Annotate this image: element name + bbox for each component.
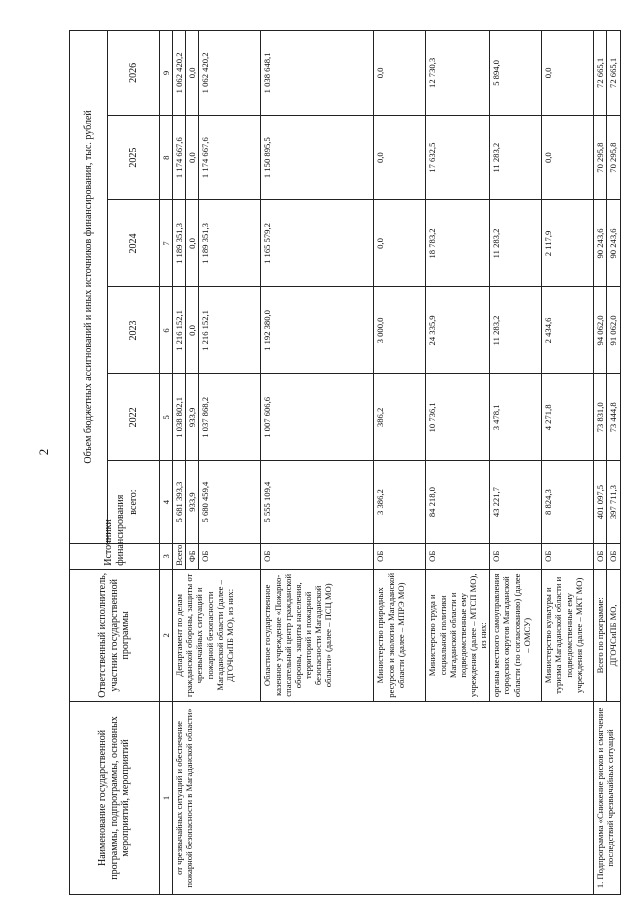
value-cell: 3 386,2 [374, 461, 426, 543]
value-cell: 1 174 667,6 [173, 115, 186, 200]
value-cell: 0,0 [374, 115, 426, 200]
value-cell: 1 062 420,2 [199, 31, 261, 116]
value-cell: 1 038 802,1 [173, 374, 186, 461]
header-year-2026: 2026 [108, 31, 160, 116]
column-number: 1 [160, 701, 173, 894]
source-cell: ОБ [374, 543, 426, 569]
header-year-2022: 2022 [108, 374, 160, 461]
header-program-name: Наименование государственной программы, подпрограммы, основных мероприятий, мероприятий [70, 701, 160, 894]
header-year-2025: 2025 [108, 115, 160, 200]
value-cell: 5 555 109,4 [261, 461, 374, 543]
value-cell: 91 062,0 [607, 287, 620, 374]
value-cell: 386,2 [374, 374, 426, 461]
value-cell: 5 680 459,4 [199, 461, 261, 543]
table-row [594, 31, 607, 895]
executor-cell: ДГОЧСиПБ МО, [607, 569, 620, 701]
value-cell: 0,0 [374, 200, 426, 287]
column-number: 5 [160, 374, 173, 461]
value-cell: 2 117,9 [542, 200, 594, 287]
source-cell: ОБ [426, 543, 490, 569]
executor-cell: Областное государственное казенное учреждение «Пожарно-спасательный центр гражданской обороны, защиты населения, территорий и пожарной безопасности Магаданской области» (далее – ПСЦ МО) [261, 569, 374, 701]
value-cell: 1 007 606,6 [261, 374, 374, 461]
source-cell: ФБ [186, 543, 199, 569]
value-cell: 0,0 [186, 115, 199, 200]
header-total: всего: [108, 461, 160, 543]
value-cell: 1 062 420,2 [173, 31, 186, 116]
value-cell: 1 189 351,3 [199, 200, 261, 287]
column-number: 9 [160, 31, 173, 116]
value-cell: 5 894,0 [490, 31, 542, 116]
header-funding-volume: Объем бюджетных ассигнований и иных источников финансирования, тыс. рублей [70, 31, 108, 544]
value-cell: 10 736,1 [426, 374, 490, 461]
value-cell: 12 730,3 [426, 31, 490, 116]
value-cell: 8 824,3 [542, 461, 594, 543]
table-row [173, 31, 186, 895]
value-cell: 84 218,0 [426, 461, 490, 543]
value-cell: 24 335,9 [426, 287, 490, 374]
value-cell: 73 444,8 [607, 374, 620, 461]
value-cell: 17 632,5 [426, 115, 490, 200]
value-cell: 1 189 351,3 [173, 200, 186, 287]
budget-table [69, 30, 621, 895]
source-cell: ОБ [542, 543, 594, 569]
subprogram-name-cell: 1. Подпрограмма «Снижение рисков и смягчение последствий чрезвычайных ситуаций [594, 701, 620, 894]
header-year-2023: 2023 [108, 287, 160, 374]
column-number: 4 [160, 461, 173, 543]
executor-cell: Министерство культуры и туризма Магаданской области и подведомственные ему учреждения (далее – МКТ МО) [542, 569, 594, 701]
value-cell: 1 150 895,5 [261, 115, 374, 200]
value-cell: 0,0 [542, 115, 594, 200]
value-cell: 90 243,6 [594, 200, 607, 287]
value-cell: 0,0 [542, 31, 594, 116]
source-cell: ОБ [490, 543, 542, 569]
value-cell: 90 243,6 [607, 200, 620, 287]
value-cell: 933,9 [186, 374, 199, 461]
source-cell: ОБ [199, 543, 261, 569]
value-cell: 2 434,6 [542, 287, 594, 374]
column-number: 3 [160, 543, 173, 569]
value-cell: 5 681 393,3 [173, 461, 186, 543]
value-cell: 401 097,5 [594, 461, 607, 543]
program-name-cell: от чрезвычайных ситуаций и обеспечение пожарной безопасности в Магаданской области» [173, 701, 594, 894]
value-cell: 0,0 [186, 200, 199, 287]
source-cell: Всего: [173, 543, 186, 569]
source-cell: ОБ [607, 543, 620, 569]
value-cell: 4 271,8 [542, 374, 594, 461]
value-cell: 0,0 [374, 31, 426, 116]
column-number: 7 [160, 200, 173, 287]
source-cell: ОБ [594, 543, 607, 569]
header-executor: Ответственный исполнитель, участник государственной программы [70, 569, 160, 701]
value-cell: 73 831,0 [594, 374, 607, 461]
value-cell: 1 165 579,2 [261, 200, 374, 287]
value-cell: 0,0 [186, 31, 199, 116]
source-cell: ОБ [261, 543, 374, 569]
page-number: 2 [36, 448, 51, 456]
value-cell: 43 221,7 [490, 461, 542, 543]
rotated-table-sheet [69, 30, 619, 895]
value-cell: 3 478,1 [490, 374, 542, 461]
header-year-2024: 2024 [108, 200, 160, 287]
value-cell: 1 216 152,1 [199, 287, 261, 374]
column-number: 2 [160, 569, 173, 701]
executor-cell: Всего по программе: [594, 569, 607, 701]
value-cell: 0,0 [186, 287, 199, 374]
value-cell: 70 295,8 [594, 115, 607, 200]
value-cell: 18 783,2 [426, 200, 490, 287]
value-cell: 1 038 648,1 [261, 31, 374, 116]
value-cell: 70 295,8 [607, 115, 620, 200]
value-cell: 11 283,2 [490, 115, 542, 200]
value-cell: 1 174 667,6 [199, 115, 261, 200]
value-cell: 11 283,2 [490, 287, 542, 374]
value-cell: 933,9 [186, 461, 199, 543]
column-number: 6 [160, 287, 173, 374]
value-cell: 3 000,0 [374, 287, 426, 374]
executor-cell: Министерство природных ресурсов и экологии Магаданской области (далее – МПРЭ МО) [374, 569, 426, 701]
value-cell: 1 216 152,1 [173, 287, 186, 374]
value-cell: 397 711,3 [607, 461, 620, 543]
column-number-row [160, 31, 173, 895]
column-number: 8 [160, 115, 173, 200]
executor-cell: Департамент по делам гражданской обороны, защиты от чрезвычайных ситуаций и пожарной безопасности Магаданской области (далее – ДГОЧСиПБ МО), из них: [173, 569, 261, 701]
executor-cell: Министерство труда и социальной политики Магаданской области и подведомственные ему учреждения (далее – МТСП МО), из них: [426, 569, 490, 701]
executor-cell: органы местного самоуправления городских округов Магаданской области (по согласованию) (далее – ОМСУ) [490, 569, 542, 701]
value-cell: 1 037 868,2 [199, 374, 261, 461]
header-funding-source: Источники финансирования [70, 543, 160, 569]
value-cell: 72 665,1 [594, 31, 607, 116]
value-cell: 1 192 380,0 [261, 287, 374, 374]
value-cell: 94 062,0 [594, 287, 607, 374]
value-cell: 11 283,2 [490, 200, 542, 287]
value-cell: 72 665,1 [607, 31, 620, 116]
